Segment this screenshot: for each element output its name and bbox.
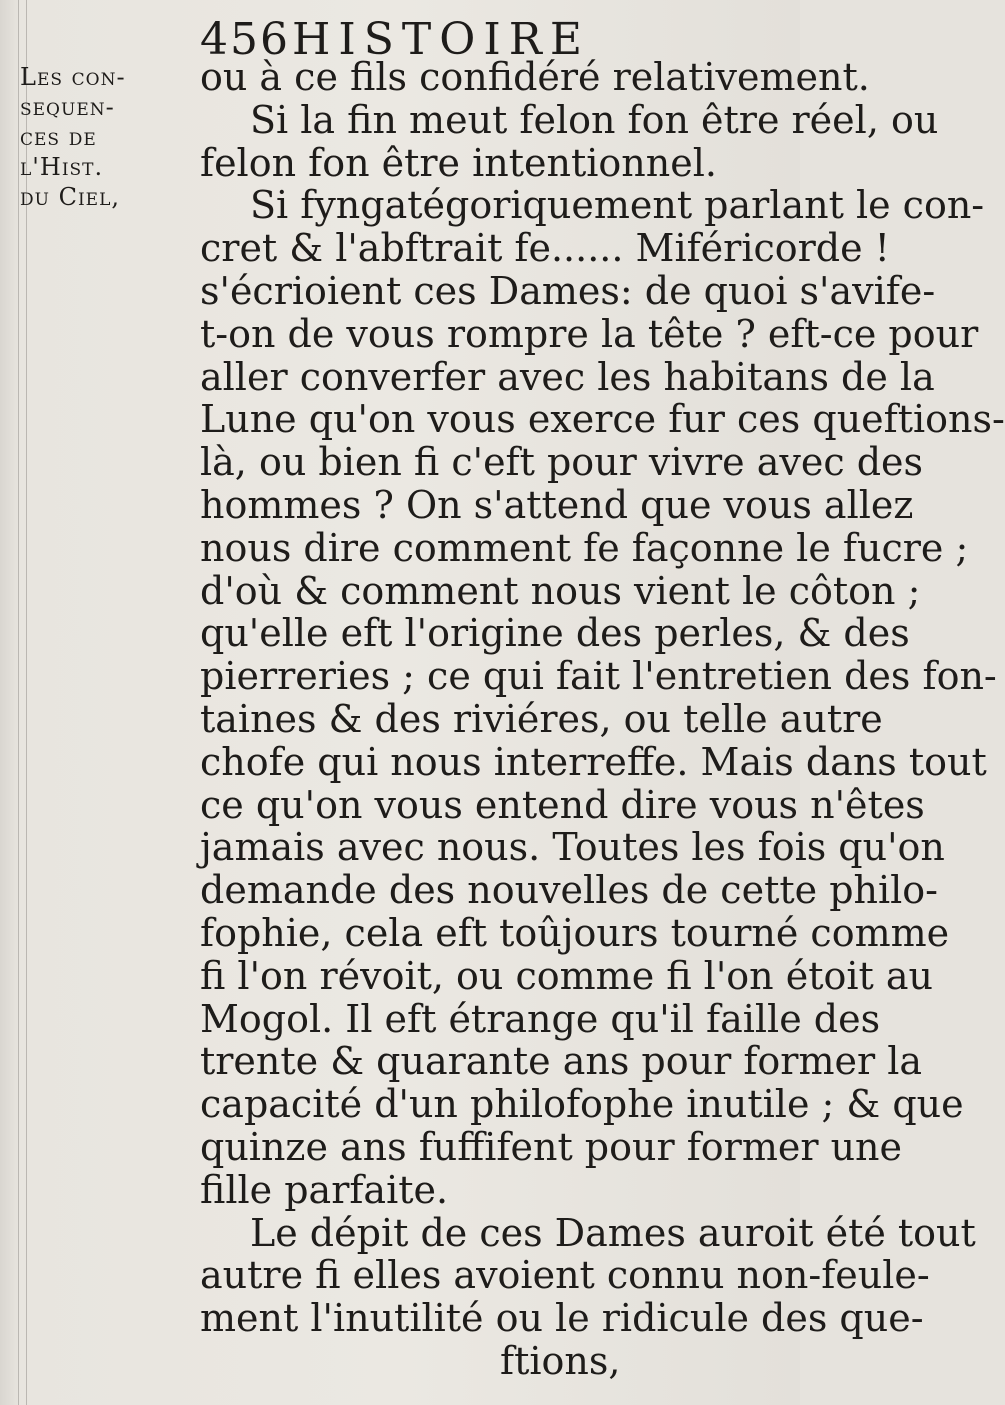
page-edge-line (18, 0, 19, 1405)
text-line: Lune qu'on vous exerce fur ces queftions- (200, 397, 1005, 442)
text-line: cret & l'abftrait fe...... Miféricorde ! (200, 226, 890, 271)
text-line: là, ou bien fi c'eft pour vivre avec des (200, 440, 924, 485)
margin-note-line: ces de (20, 123, 97, 151)
margin-note-line: Les con- (20, 63, 126, 91)
text-line: fi l'on révoit, ou comme fi l'on étoit au (200, 953, 933, 998)
page-number: 456 (200, 14, 290, 65)
text-line: felon fon être intentionnel. (200, 140, 717, 185)
text-line: taines & des riviéres, ou telle autre (200, 696, 883, 741)
text-line: s'écrioient ces Dames: de quoi s'avife- (200, 268, 936, 313)
text-line: fille parfaite. (200, 1167, 449, 1212)
text-line: pierreries ; ce qui fait l'entretien des fon- (200, 654, 997, 699)
text-line: qu'elle eft l'origine des perles, & des (200, 611, 910, 656)
text-line: demande des nouvelles de cette philo- (200, 868, 939, 913)
text-line: t-on de vous rompre la tête ? eft-ce pour (200, 311, 979, 356)
text-line: capacité d'un philofophe inutile ; & que (200, 1082, 964, 1127)
text-line: d'où & comment nous vient le côton ; (200, 568, 921, 613)
text-line: ou à ce fils confidéré relativement. (200, 55, 870, 99)
margin-note (20, 62, 200, 212)
text-line: jamais avec nous. Toutes les fois qu'on (200, 825, 945, 870)
text-line: ftions, (500, 1338, 621, 1383)
text-line: hommes ? On s'attend que vous allez (200, 482, 914, 527)
text-line: Si la fin meut felon fon être réel, ou (250, 97, 939, 142)
margin-note-line: du Ciel, (20, 183, 120, 211)
text-line: aller converfer avec les habitans de la (200, 354, 935, 399)
text-line: chofe qui nous interreffe. Mais dans tout (200, 739, 987, 784)
running-title: HISTOIRE (292, 14, 590, 65)
body-text (200, 55, 1005, 1383)
text-line: fophie, cela eft toûjours tourné comme (200, 910, 950, 955)
text-line: Le dépit de ces Dames auroit été tout (250, 1210, 976, 1255)
text-line: Si fyngatégoriquement parlant le con- (250, 183, 985, 228)
margin-note-line: l'Hist. (20, 153, 104, 181)
text-line: autre fi elles avoient connu non-feule- (200, 1253, 930, 1298)
text-line: quinze ans fuffifent pour former une (200, 1124, 903, 1169)
text-line: Mogol. Il eft étrange qu'il faille des (200, 996, 881, 1041)
margin-note-line: sequen- (20, 93, 115, 121)
text-line: ce qu'on vous entend dire vous n'êtes (200, 782, 925, 827)
text-line: nous dire comment fe façonne le fucre ; (200, 525, 969, 570)
text-line: trente & quarante ans pour former la (200, 1039, 923, 1084)
text-line: ment l'inutilité ou le ridicule des que- (200, 1296, 924, 1341)
